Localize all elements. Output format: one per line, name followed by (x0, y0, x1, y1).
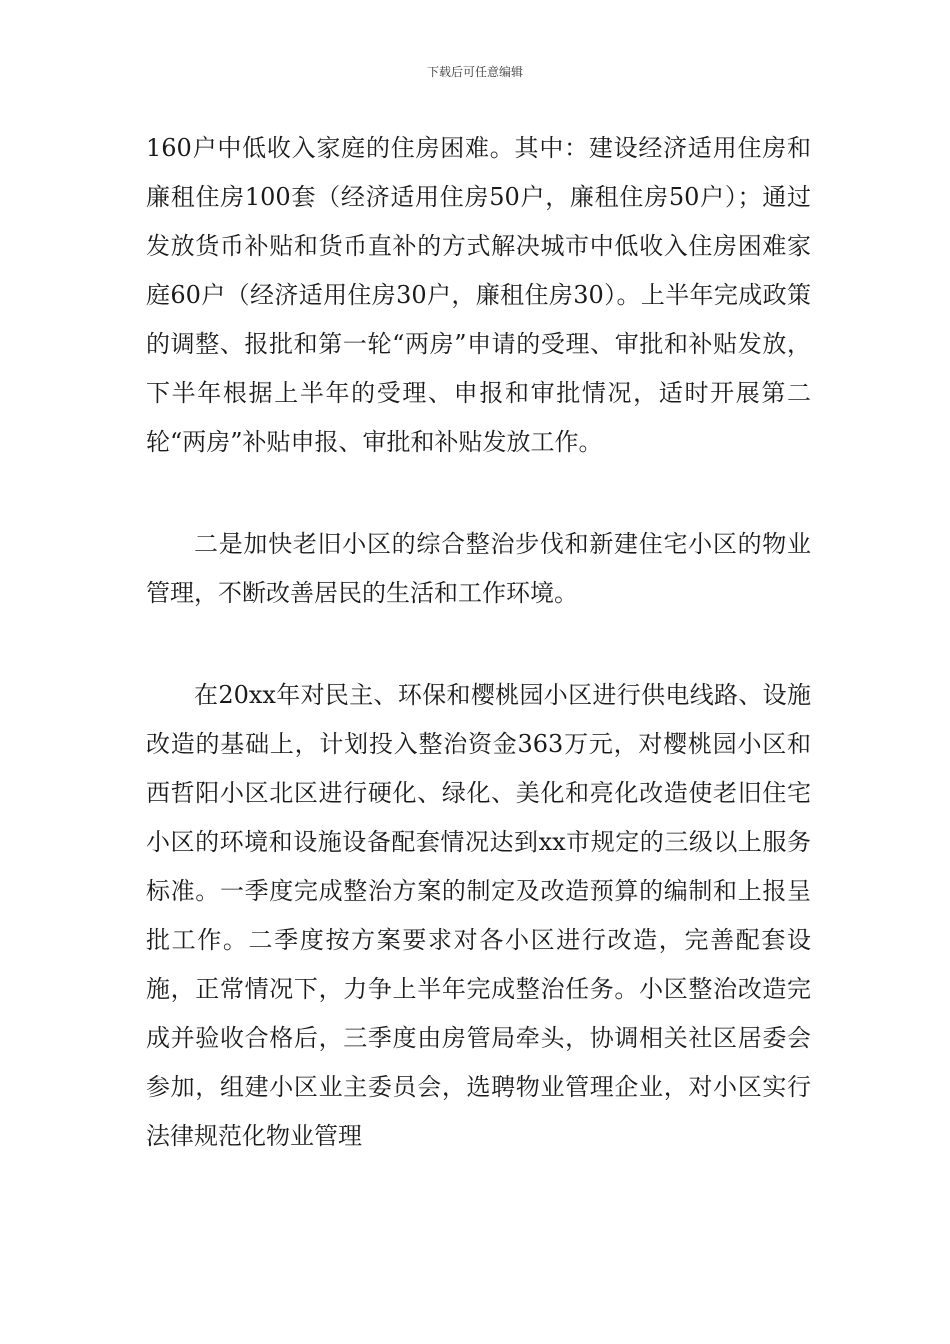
paragraph-community-renovation-heading: 二是加快老旧小区的综合整治步伐和新建住宅小区的物业管理，不断改善居民的生活和工作环境。 (146, 530, 811, 607)
document-body (146, 124, 811, 1161)
paragraph-housing-subsidy: 160户中低收入家庭的住房困难。其中：建设经济适用住房和廉租住房100套（经济适用住房50户，廉租住房50户）；通过发放货币补贴和货币直补的方式解决城市中低收入住房困难家庭60户（经济适用住房30户，廉租住房30）。上半年完成政策的调整、报批和第一轮“两房”申请的受理、审批和补贴发放，下半年根据上半年的受理、申报和审批情况，适时开展第二轮“两房”补贴申报、审批和补贴发放工作。 (146, 134, 811, 456)
page-header-note: 下载后可任意编辑 (426, 65, 523, 79)
paragraph-gap (146, 467, 811, 520)
paragraph-gap (146, 618, 811, 671)
paragraph-renovation-plan: 在20xx年对民主、环保和樱桃园小区进行供电线路、设施改造的基础上，计划投入整治资金363万元，对樱桃园小区和西哲阳小区北区进行硬化、绿化、美化和亮化改造使老旧住宅小区的环境和设施设备配套情况达到xx市规定的三级以上服务标准。一季度完成整治方案的制定及改造预算的编制和上报呈批工作。二季度按方案要求对各小区进行改造，完善配套设施，正常情况下，力争上半年完成整治任务。小区整治改造完成并验收合格后，三季度由房管局牵头，协调相关社区居委会参加，组建小区业主委员会，选聘物业管理企业，对小区实行法律规范化物业管理 (146, 681, 811, 1150)
